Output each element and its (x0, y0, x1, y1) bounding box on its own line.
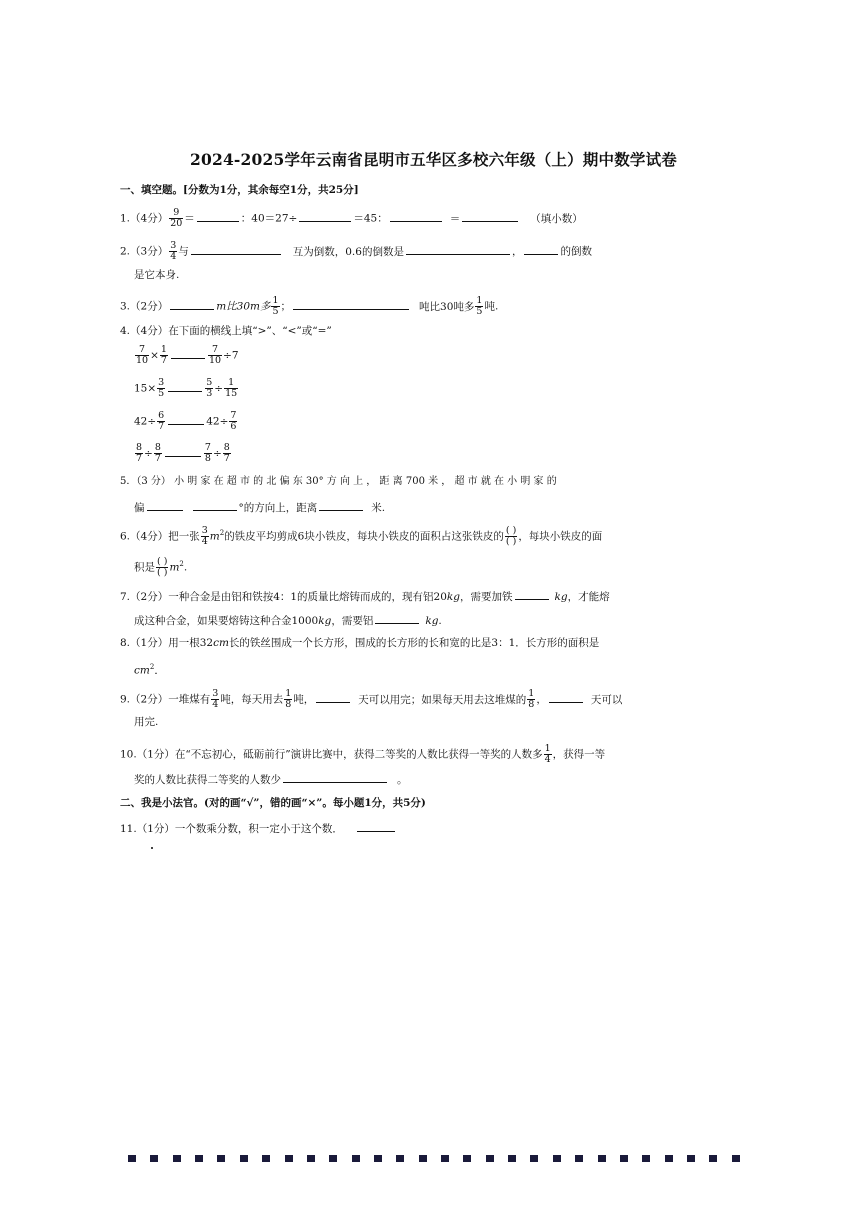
footer-dot (307, 1155, 315, 1162)
question-7-continued: 成这种合金，如果要熔铸这种合金1000kg，需要铝 kg. (134, 612, 442, 628)
answer-blank[interactable] (390, 210, 442, 222)
question-5: 5．（3 分） 小 明 家 在 超 市 的 北 偏 东 30° 方 向 上 ， 距 离 700 米 ， 超 市 就 在 小 明 家 的 (120, 476, 557, 487)
footer-dot (262, 1155, 270, 1162)
answer-blank[interactable] (170, 298, 214, 310)
question-3: 3.（2分） m比30m多 $\frac{1}{5}$ ； 吨比30吨多 $\frac{1}{5}$ 吨. (120, 295, 499, 317)
question-2-continued: 是它本身. (134, 269, 180, 281)
fraction: $\frac{1}{5}$ (476, 295, 483, 317)
answer-blank[interactable] (147, 499, 183, 511)
answer-blank[interactable] (406, 243, 510, 255)
answer-blank[interactable] (357, 820, 395, 832)
compare-row-2: 15× $\frac{3}{5}$ $\frac{5}{3}$ ÷ $\frac{1}{15}$ (134, 377, 238, 399)
question-11: 11.（1分）一个数乘分数，积一定小于这个数． (120, 820, 397, 836)
answer-blank[interactable] (197, 210, 239, 222)
section-fill-blank-heading: 一、填空题。[分数为1分，其余每空1分，共25分] (120, 184, 359, 196)
scan-speck (151, 847, 153, 849)
question-6-continued: 积是 $\frac{( )}{( )}$ $m^2$. (134, 556, 188, 578)
footer-dot (352, 1155, 360, 1162)
answer-blank[interactable] (549, 691, 583, 703)
footer-dot (508, 1155, 516, 1162)
footer-dot (732, 1155, 740, 1162)
question-4: 4.（4分）在下面的横线上填“>”、“<”或“=” (120, 325, 332, 337)
question-9: 9.（2分）一堆煤有 $\frac{3}{4}$ 吨，每天用去 $\frac{1}{8}$ 吨， 天可以用完；如果每天用去这堆煤的 $\frac{1}{8}$ ， 天可以 (120, 688, 623, 710)
answer-blank[interactable] (299, 210, 351, 222)
answer-blank[interactable] (293, 298, 409, 310)
footer-decoration (128, 1155, 740, 1163)
question-9-continued: 用完. (134, 716, 159, 728)
fraction: $\frac{3}{4}$ (170, 240, 177, 262)
footer-dot (598, 1155, 606, 1162)
question-8-continued: $cm^2$． (134, 663, 165, 677)
footer-dot (687, 1155, 695, 1162)
question-10-continued: 奖的人数比获得二等奖的人数少 。 (134, 771, 408, 787)
footer-dot (128, 1155, 136, 1162)
answer-blank[interactable] (316, 691, 350, 703)
answer-blank[interactable] (191, 243, 281, 255)
fraction: $\frac{9}{20}$ (170, 207, 183, 229)
question-2: 2.（3分） $\frac{3}{4}$ 与 互为倒数，0.6的倒数是 ， 的倒数 (120, 240, 592, 262)
footer-dot (463, 1155, 471, 1162)
footer-dot (217, 1155, 225, 1162)
footer-dot (553, 1155, 561, 1162)
answer-blank[interactable] (515, 588, 549, 600)
question-10: 10.（1分）在“不忘初心，砥砺前行”演讲比赛中，获得二等奖的人数比获得一等奖的人数多 $\frac{1}{4}$ ，获得一等 (120, 743, 606, 765)
answer-blank[interactable] (524, 243, 558, 255)
question-number: 3.（2分） (120, 300, 169, 313)
footer-dot (329, 1155, 337, 1162)
footer-dot (530, 1155, 538, 1162)
footer-dot (374, 1155, 382, 1162)
answer-blank[interactable] (375, 612, 419, 624)
footer-dot (575, 1155, 583, 1162)
answer-blank[interactable] (171, 347, 205, 359)
answer-blank[interactable] (168, 413, 204, 425)
question-5-continued: 偏 °的方向上，距离 米. (134, 499, 385, 515)
question-7: 7.（2分）一种合金是由铝和铁按4：1的质量比熔铸而成的，现有铝20kg，需要加铁 kg，才能熔 (120, 588, 610, 604)
compare-row-3: 42÷ $\frac{6}{7}$ 42÷ $\frac{7}{6}$ (134, 410, 237, 432)
footer-dot (620, 1155, 628, 1162)
question-1: 1.（4分） $\frac{9}{20}$ ＝ ：40＝27÷ ＝45： ＝ （填小数） (120, 207, 583, 229)
question-8: 8.（1分）用一根32cm长的铁丝围成一个长方形，围成的长方形的长和宽的比是3：1．长方形的面积是 (120, 637, 600, 649)
answer-blank[interactable] (165, 445, 201, 457)
footer-dot (173, 1155, 181, 1162)
footer-dot (396, 1155, 404, 1162)
footer-dot (419, 1155, 427, 1162)
answer-blank[interactable] (193, 499, 237, 511)
section-true-false-heading: 二、我是小法官。(对的画“√”，错的画“×”。每小题1分，共5分) (120, 797, 426, 809)
footer-dot (240, 1155, 248, 1162)
answer-blank[interactable] (462, 210, 518, 222)
footer-dot (150, 1155, 158, 1162)
footer-dot (665, 1155, 673, 1162)
question-number: 1.（4分） (120, 212, 169, 225)
answer-blank[interactable] (283, 771, 387, 783)
footer-dot (441, 1155, 449, 1162)
fraction: $\frac{1}{5}$ (272, 295, 279, 317)
footer-dot (642, 1155, 650, 1162)
question-number: 2.（3分） (120, 245, 169, 258)
footer-dot (486, 1155, 494, 1162)
footer-dot (195, 1155, 203, 1162)
question-6: 6.（4分）把一张 $\frac{3}{4}$ $m^2$的铁皮平均剪成6块小铁皮，每块小铁皮的面积占这张铁皮的 $\frac{( )}{( )}$ ，每块小铁皮的面 (120, 525, 603, 547)
footer-dot (285, 1155, 293, 1162)
footer-dot (709, 1155, 717, 1162)
page-title: 2024-2025学年云南省昆明市五华区多校六年级（上）期中数学试卷 (189, 150, 677, 169)
answer-blank[interactable] (319, 499, 363, 511)
answer-blank[interactable] (168, 380, 202, 392)
compare-row-4: $\frac{8}{7}$ ÷ $\frac{8}{7}$ $\frac{7}{8}$ ÷ $\frac{8}{7}$ (136, 442, 230, 464)
compare-row-1: $\frac{7}{10}$ × $\frac{1}{7}$ $\frac{7}{10}$ ÷7 (136, 344, 239, 366)
